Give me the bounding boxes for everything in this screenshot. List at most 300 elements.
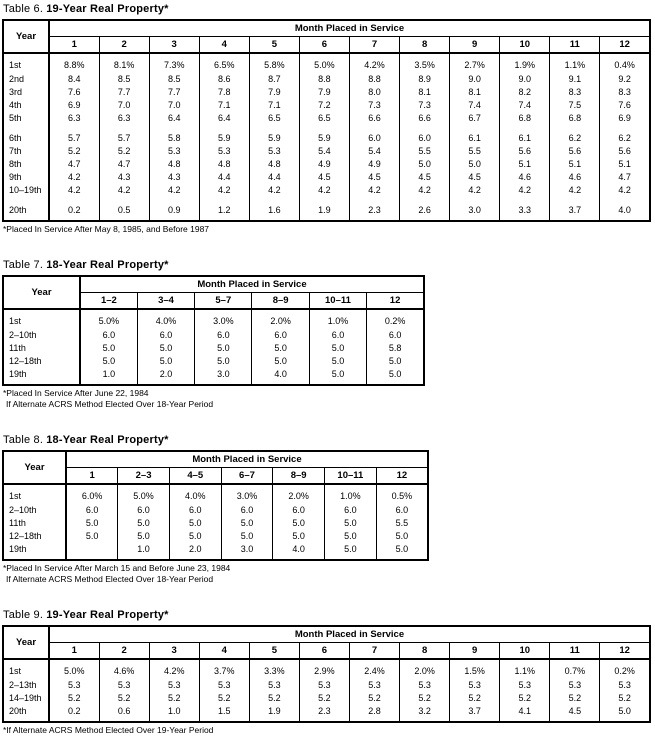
percentage-cell: 1.0% [309, 309, 366, 329]
percentage-cell: 5.6 [550, 145, 600, 158]
percentage-cell: 7.6 [49, 86, 99, 99]
table-row [3, 692, 650, 705]
month-column-header: 9 [450, 37, 500, 54]
table-row [3, 659, 650, 679]
percentage-cell: 6.2 [550, 132, 600, 145]
percentage-cell: 8.3 [550, 86, 600, 99]
percentage-cell: 2.0 [169, 543, 221, 560]
percentage-cell: 5.0 [376, 530, 428, 543]
year-label: 14–19th [3, 692, 49, 705]
month-column-header: 4–5 [169, 468, 221, 485]
percentage-cell: 6.0 [80, 329, 137, 342]
percentage-cell: 1.0% [325, 484, 377, 504]
percentage-cell: 6.0 [221, 504, 273, 517]
percentage-cell: 5.9 [199, 132, 249, 145]
percentage-cell: 5.0% [49, 659, 99, 679]
percentage-cell: 5.2 [500, 692, 550, 705]
percentage-cell: 4.2 [149, 184, 199, 197]
year-label: 7th [3, 145, 49, 158]
percentage-cell: 5.7 [99, 132, 149, 145]
year-label: 2–10th [3, 329, 80, 342]
year-label: 2–13th [3, 679, 49, 692]
month-column-header: 8 [400, 643, 450, 660]
table-7-section [2, 259, 653, 410]
month-column-header: 7 [349, 643, 399, 660]
table-row [3, 517, 428, 530]
month-column-header: 8–9 [273, 468, 325, 485]
percentage-cell: 7.1 [249, 99, 299, 112]
footnote-line: *If Alternate ACRS Method Elected Over 19-Year Period [3, 725, 214, 735]
percentage-cell: 7.8 [199, 86, 249, 99]
month-column-header: 3–4 [137, 293, 194, 310]
percentage-cell: 4.6% [99, 659, 149, 679]
percentage-cell: 3.7 [450, 705, 500, 722]
table-9-title-prefix: Table 9. [3, 609, 44, 621]
percentage-cell: 5.0 [325, 530, 377, 543]
percentage-cell: 6.9 [49, 99, 99, 112]
table-row [3, 368, 424, 385]
percentage-cell: 5.0 [66, 517, 118, 530]
percentage-cell: 6.8 [500, 112, 550, 125]
percentage-cell: 5.3 [149, 145, 199, 158]
percentage-cell: 2.8 [349, 705, 399, 722]
percentage-cell: 0.2 [49, 705, 99, 722]
percentage-cell: 8.2 [500, 86, 550, 99]
table-7-footnotes [3, 388, 653, 410]
month-column-header: 3 [149, 643, 199, 660]
percentage-cell: 7.7 [149, 86, 199, 99]
percentage-cell: 6.0 [325, 504, 377, 517]
percentage-cell: 7.3% [149, 53, 199, 73]
table-8-title-text: 18-Year Real Property* [46, 434, 169, 446]
percentage-cell: 2.3 [349, 204, 399, 221]
percentage-cell: 3.2 [400, 705, 450, 722]
percentage-cell: 5.0% [118, 484, 170, 504]
percentage-cell: 7.5 [550, 99, 600, 112]
percentage-cell: 4.2 [299, 184, 349, 197]
month-column-header: 12 [367, 293, 424, 310]
month-column-header: 5 [249, 643, 299, 660]
percentage-cell: 4.4 [249, 171, 299, 184]
year-label: 11th [3, 342, 80, 355]
percentage-cell: 4.3 [149, 171, 199, 184]
percentage-cell: 3.0 [221, 543, 273, 560]
table-row [3, 73, 650, 86]
footnote-line: *Placed In Service After May 8, 1985, and Before 1987 [3, 224, 210, 234]
percentage-cell: 0.6 [99, 705, 149, 722]
percentage-cell: 6.0 [66, 504, 118, 517]
percentage-cell: 4.4 [199, 171, 249, 184]
year-label: 1st [3, 659, 49, 679]
percentage-cell: 5.2 [99, 692, 149, 705]
percentage-cell: 6.0 [376, 504, 428, 517]
percentage-cell: 1.9 [299, 204, 349, 221]
month-placed-in-service-header: Month Placed in Service [49, 626, 650, 643]
percentage-cell: 2.0 [137, 368, 194, 385]
percentage-cell: 5.0 [118, 517, 170, 530]
percentage-cell: 5.3 [199, 679, 249, 692]
percentage-cell: 5.8 [367, 342, 424, 355]
table-6-title-text: 19-Year Real Property* [46, 3, 169, 15]
percentage-cell: 6.4 [149, 112, 199, 125]
percentage-cell: 1.6 [249, 204, 299, 221]
percentage-cell: 9.1 [550, 73, 600, 86]
percentage-cell: 7.2 [299, 99, 349, 112]
percentage-cell: 4.8 [199, 158, 249, 171]
percentage-cell: 5.0 [309, 355, 366, 368]
percentage-cell: 8.3 [600, 86, 650, 99]
percentage-cell: 6.9 [600, 112, 650, 125]
percentage-cell: 5.0 [252, 342, 309, 355]
percentage-cell: 7.0 [149, 99, 199, 112]
table-6-title [3, 3, 653, 16]
percentage-cell: 8.1 [400, 86, 450, 99]
percentage-cell: 4.2 [400, 184, 450, 197]
percentage-cell: 5.0 [118, 530, 170, 543]
month-column-header: 6 [299, 643, 349, 660]
month-column-header: 4 [199, 643, 249, 660]
month-column-header: 1–2 [80, 293, 137, 310]
percentage-cell: 5.0% [299, 53, 349, 73]
year-label: 1st [3, 484, 66, 504]
percentage-cell: 6.5 [299, 112, 349, 125]
percentage-cell: 8.6 [199, 73, 249, 86]
percentage-cell: 4.1 [500, 705, 550, 722]
month-column-header: 7 [349, 37, 399, 54]
percentage-cell: 5.1 [550, 158, 600, 171]
percentage-cell: 5.0 [169, 530, 221, 543]
spacer-row [3, 197, 650, 204]
percentage-cell: 6.1 [450, 132, 500, 145]
percentage-cell: 5.8% [249, 53, 299, 73]
percentage-cell: 6.5% [199, 53, 249, 73]
percentage-cell: 4.7 [600, 171, 650, 184]
month-column-header: 11 [550, 37, 600, 54]
percentage-cell: 0.2% [367, 309, 424, 329]
table-row [3, 484, 428, 504]
percentage-cell: 4.2 [500, 184, 550, 197]
percentage-cell: 8.0 [349, 86, 399, 99]
percentage-cell: 4.2 [349, 184, 399, 197]
percentage-cell: 3.7% [199, 659, 249, 679]
percentage-cell: 6.0 [273, 504, 325, 517]
percentage-cell: 9.0 [500, 73, 550, 86]
table-8-title-prefix: Table 8. [3, 434, 44, 446]
year-label: 8th [3, 158, 49, 171]
percentage-cell: 5.0 [273, 517, 325, 530]
percentage-cell: 6.5 [249, 112, 299, 125]
table-row [3, 355, 424, 368]
percentage-cell: 5.6 [600, 145, 650, 158]
percentage-cell: 8.5 [99, 73, 149, 86]
percentage-cell: 5.9 [299, 132, 349, 145]
month-column-header: 5 [249, 37, 299, 54]
percentage-cell: 5.0 [273, 530, 325, 543]
percentage-cell: 8.8 [299, 73, 349, 86]
table-row [3, 171, 650, 184]
percentage-cell: 0.5 [99, 204, 149, 221]
percentage-cell: 4.2 [600, 184, 650, 197]
year-label: 20th [3, 705, 49, 722]
percentage-cell: 2.4% [349, 659, 399, 679]
percentage-cell: 5.2 [99, 145, 149, 158]
table-row [3, 99, 650, 112]
table-6-title-prefix: Table 6. [3, 3, 44, 15]
percentage-cell: 4.5 [400, 171, 450, 184]
year-label: 2nd [3, 73, 49, 86]
percentage-cell: 1.0 [80, 368, 137, 385]
month-column-header: 10 [500, 37, 550, 54]
table-6-section [2, 3, 653, 235]
percentage-cell: 5.0 [137, 342, 194, 355]
percentage-cell: 0.2 [49, 204, 99, 221]
percentage-cell: 5.2 [550, 692, 600, 705]
percentage-cell: 4.9 [349, 158, 399, 171]
percentage-cell: 6.0 [137, 329, 194, 342]
month-column-header: 6–7 [221, 468, 273, 485]
percentage-cell: 4.0% [169, 484, 221, 504]
percentage-cell: 5.0 [221, 517, 273, 530]
percentage-cell: 5.0% [80, 309, 137, 329]
percentage-cell: 7.4 [450, 99, 500, 112]
percentage-cell: 3.7 [550, 204, 600, 221]
percentage-cell: 6.0 [118, 504, 170, 517]
spacer-row [3, 125, 650, 132]
year-label: 4th [3, 99, 49, 112]
percentage-cell: 8.9 [400, 73, 450, 86]
percentage-cell: 5.0 [252, 355, 309, 368]
percentage-cell: 3.0 [450, 204, 500, 221]
percentage-cell: 6.7 [450, 112, 500, 125]
percentage-cell: 6.6 [400, 112, 450, 125]
percentage-cell: 2.0% [400, 659, 450, 679]
percentage-cell: 2.9% [299, 659, 349, 679]
table-9-title [3, 609, 653, 622]
table-8-title [3, 434, 653, 447]
month-column-header: 8–9 [252, 293, 309, 310]
percentage-cell: 4.2 [99, 184, 149, 197]
table-row [3, 112, 650, 125]
footnote-line: *Placed In Service After March 15 and Before June 23, 1984 [3, 563, 231, 573]
percentage-cell: 5.3 [199, 145, 249, 158]
percentage-cell: 5.5 [400, 145, 450, 158]
month-column-header: 2 [99, 37, 149, 54]
percentage-cell: 2.0% [252, 309, 309, 329]
percentage-cell: 5.0 [309, 342, 366, 355]
table-row [3, 705, 650, 722]
year-label: 20th [3, 204, 49, 221]
percentage-cell: 0.7% [550, 659, 600, 679]
year-label: 1st [3, 309, 80, 329]
percentage-cell: 4.2 [249, 184, 299, 197]
percentage-cell: 5.5 [376, 517, 428, 530]
month-column-header: 11 [550, 643, 600, 660]
percentage-cell: 5.0 [309, 368, 366, 385]
table-9-footnotes [3, 725, 653, 736]
month-column-header: 1 [49, 643, 99, 660]
percentage-cell: 4.9 [299, 158, 349, 171]
percentage-cell: 5.2 [299, 692, 349, 705]
percentage-cell: 5.3 [99, 679, 149, 692]
table-7-title-text: 18-Year Real Property* [46, 259, 169, 271]
table-9-title-text: 19-Year Real Property* [46, 609, 169, 621]
percentage-cell: 4.5 [450, 171, 500, 184]
percentage-cell: 4.2 [49, 171, 99, 184]
percentage-cell: 4.5 [299, 171, 349, 184]
percentage-cell: 4.7 [49, 158, 99, 171]
month-column-header: 2–3 [118, 468, 170, 485]
percentage-cell: 5.0 [195, 355, 252, 368]
table-6-footnotes [3, 224, 653, 235]
month-column-header: 10–11 [309, 293, 366, 310]
percentage-cell: 5.2 [49, 692, 99, 705]
table-7-title-prefix: Table 7. [3, 259, 44, 271]
percentage-cell: 6.0 [400, 132, 450, 145]
percentage-cell: 2.7% [450, 53, 500, 73]
percentage-cell: 4.2 [550, 184, 600, 197]
year-label: 6th [3, 132, 49, 145]
percentage-cell: 7.3 [400, 99, 450, 112]
table-7-title [3, 259, 653, 272]
month-column-header: 8 [400, 37, 450, 54]
percentage-cell: 9.0 [450, 73, 500, 86]
percentage-cell: 5.2 [149, 692, 199, 705]
percentage-cell: 8.8% [49, 53, 99, 73]
percentage-cell: 5.2 [600, 692, 650, 705]
percentage-cell: 1.0 [118, 543, 170, 560]
percentage-cell: 7.1 [199, 99, 249, 112]
month-column-header: 10–11 [325, 468, 377, 485]
percentage-cell: 7.6 [600, 99, 650, 112]
percentage-cell: 1.9% [500, 53, 550, 73]
percentage-cell: 6.0 [349, 132, 399, 145]
year-label: 9th [3, 171, 49, 184]
percentage-cell: 3.0 [195, 368, 252, 385]
percentage-cell: 1.2 [199, 204, 249, 221]
table-8-footnotes [3, 563, 653, 585]
percentage-cell: 5.3 [500, 679, 550, 692]
year-label: 1st [3, 53, 49, 73]
table-row [3, 329, 424, 342]
percentage-cell: 6.0 [195, 329, 252, 342]
table-9-section [2, 609, 653, 736]
percentage-cell: 5.0 [450, 158, 500, 171]
percentage-cell: 1.5 [199, 705, 249, 722]
table-row [3, 132, 650, 145]
percentage-cell: 5.1 [500, 158, 550, 171]
year-label: 2–10th [3, 504, 66, 517]
year-column-header: Year [3, 276, 80, 309]
percentage-cell: 4.5 [550, 705, 600, 722]
percentage-cell: 6.1 [500, 132, 550, 145]
percentage-cell: 5.2 [450, 692, 500, 705]
percentage-cell: 5.3 [550, 679, 600, 692]
year-column-header: Year [3, 451, 66, 484]
percentage-cell: 0.5% [376, 484, 428, 504]
year-label: 11th [3, 517, 66, 530]
percentage-cell: 5.5 [450, 145, 500, 158]
percentage-cell: 7.4 [500, 99, 550, 112]
percentage-cell: 4.6 [500, 171, 550, 184]
percentage-cell: 8.5 [149, 73, 199, 86]
percentage-cell: 5.8 [149, 132, 199, 145]
percentage-cell: 0.2% [600, 659, 650, 679]
percentage-cell: 8.1% [99, 53, 149, 73]
table-row [3, 86, 650, 99]
percentage-cell: 4.8 [149, 158, 199, 171]
percentage-cell: 3.3% [249, 659, 299, 679]
year-label: 5th [3, 112, 49, 125]
month-placed-in-service-header: Month Placed in Service [49, 20, 650, 37]
percentage-cell: 4.2% [149, 659, 199, 679]
month-column-header: 12 [376, 468, 428, 485]
percentage-cell: 8.8 [349, 73, 399, 86]
table-row [3, 204, 650, 221]
percentage-cell: 6.0 [309, 329, 366, 342]
table-row [3, 158, 650, 171]
percentage-cell: 1.5% [450, 659, 500, 679]
month-column-header: 1 [66, 468, 118, 485]
month-column-header: 3 [149, 37, 199, 54]
percentage-cell: 5.1 [600, 158, 650, 171]
percentage-cell: 5.2 [400, 692, 450, 705]
table-row [3, 504, 428, 517]
percentage-cell: 0.4% [600, 53, 650, 73]
percentage-cell: 5.3 [600, 679, 650, 692]
percentage-cell: 4.0% [137, 309, 194, 329]
percentage-cell: 5.0 [325, 543, 377, 560]
percentage-cell: 5.0 [376, 543, 428, 560]
percentage-cell: 5.0 [66, 530, 118, 543]
table-row [3, 543, 428, 560]
footnote-line: If Alternate ACRS Method Elected Over 18-Year Period [6, 574, 214, 584]
table-8-section [2, 434, 653, 585]
footnote-line: If Alternate ACRS Method Elected Over 18-Year Period [6, 399, 214, 409]
percentage-cell: 3.0% [195, 309, 252, 329]
percentage-cell: 5.0 [367, 368, 424, 385]
percentage-cell: 5.0 [137, 355, 194, 368]
percentage-cell: 7.0 [99, 99, 149, 112]
percentage-cell: 5.0 [600, 705, 650, 722]
percentage-cell: 5.0 [80, 355, 137, 368]
percentage-cell: 7.9 [249, 86, 299, 99]
percentage-cell: 4.3 [99, 171, 149, 184]
percentage-cell: 7.9 [299, 86, 349, 99]
month-column-header: 12 [600, 643, 650, 660]
month-column-header: 2 [99, 643, 149, 660]
table-row [3, 309, 424, 329]
percentage-cell: 5.4 [299, 145, 349, 158]
percentage-cell: 1.9 [249, 705, 299, 722]
percentage-cell: 5.0 [221, 530, 273, 543]
year-column-header: Year [3, 626, 49, 659]
percentage-cell: 5.3 [349, 679, 399, 692]
percentage-cell: 7.7 [99, 86, 149, 99]
table-row [3, 53, 650, 73]
percentage-cell: 6.2 [600, 132, 650, 145]
percentage-cell: 4.2 [49, 184, 99, 197]
table-8 [2, 450, 429, 561]
percentage-cell: 5.0 [80, 342, 137, 355]
percentage-cell: 8.7 [249, 73, 299, 86]
percentage-cell: 2.3 [299, 705, 349, 722]
percentage-cell: 6.3 [99, 112, 149, 125]
month-placed-in-service-header: Month Placed in Service [66, 451, 428, 468]
percentage-cell: 5.3 [400, 679, 450, 692]
percentage-cell: 3.0% [221, 484, 273, 504]
percentage-cell: 5.0 [367, 355, 424, 368]
percentage-cell: 6.0% [66, 484, 118, 504]
